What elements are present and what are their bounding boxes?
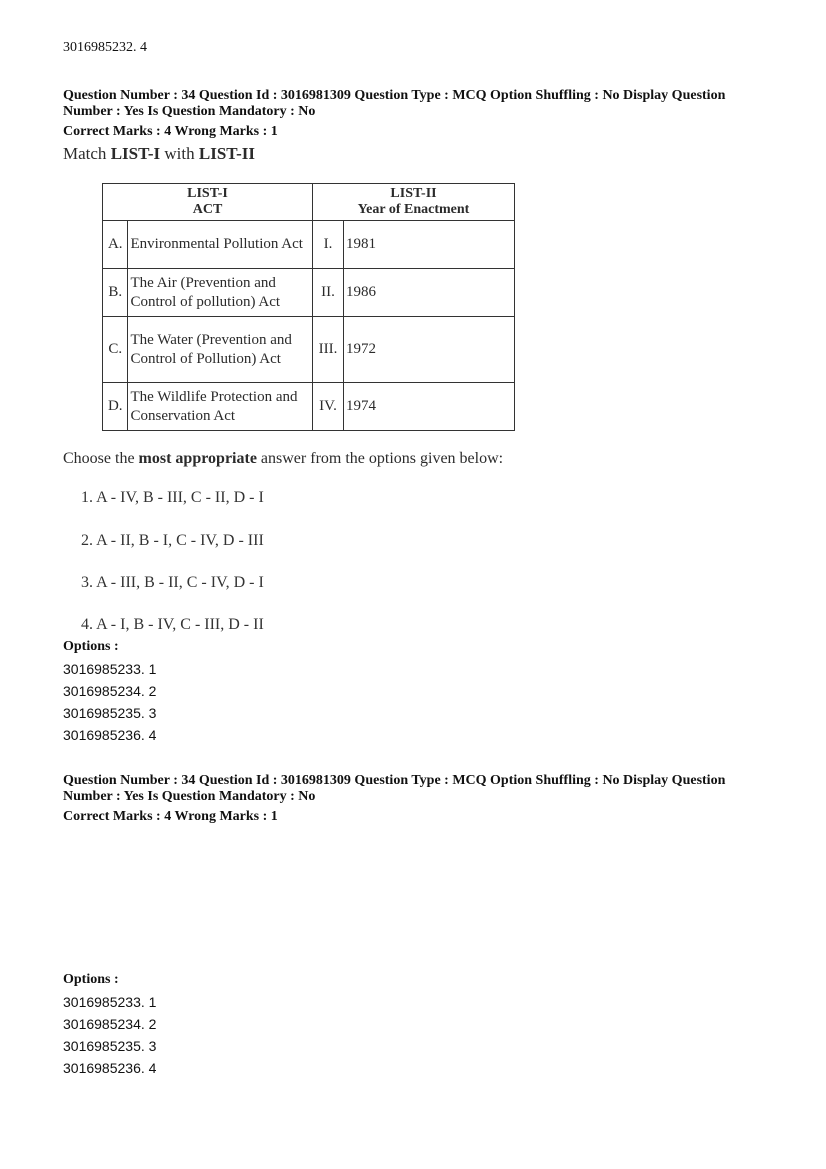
option-id-1: 3016985233. 1 xyxy=(63,994,157,1010)
question-marks: Correct Marks : 4 Wrong Marks : 1 xyxy=(63,809,278,824)
row-letter: C. xyxy=(103,317,128,383)
row-act: The Water (Prevention and Control of Pollution) Act xyxy=(128,317,313,383)
table-row xyxy=(103,383,515,431)
row-act: The Wildlife Protection and Conservation Act xyxy=(128,383,313,431)
row-act: Environmental Pollution Act xyxy=(128,221,313,269)
options-label: Options : xyxy=(63,639,119,654)
row-year: 1986 xyxy=(344,269,515,317)
row-roman: III. xyxy=(313,317,344,383)
row-year: 1972 xyxy=(344,317,515,383)
option-id-2: 3016985234. 2 xyxy=(63,683,157,699)
option-id-3: 3016985235. 3 xyxy=(63,1038,157,1054)
option-id-4: 3016985236. 4 xyxy=(63,727,157,743)
question-meta-repeat xyxy=(63,773,783,825)
answer-choice-1: 1. A - IV, B - III, C - II, D - I xyxy=(81,489,264,506)
match-instruction xyxy=(63,144,255,164)
question-meta xyxy=(63,88,783,140)
answer-choice-3: 3. A - III, B - II, C - IV, D - I xyxy=(81,574,264,591)
answer-choice-2: 2. A - II, B - I, C - IV, D - III xyxy=(81,532,264,549)
match-pre: Match xyxy=(63,144,111,163)
option-id-3: 3016985235. 3 xyxy=(63,705,157,721)
row-year: 1974 xyxy=(344,383,515,431)
answer-choice-4: 4. A - I, B - IV, C - III, D - II xyxy=(81,616,264,633)
table-row xyxy=(103,317,515,383)
row-act: The Air (Prevention and Control of pollution) Act xyxy=(128,269,313,317)
option-id-1: 3016985233. 1 xyxy=(63,661,157,677)
header-list1-title: LIST-I xyxy=(187,186,228,201)
choose-instruction xyxy=(63,450,503,468)
table-row xyxy=(103,221,515,269)
option-id-4: 3016985236. 4 xyxy=(63,1060,157,1076)
question-meta-line1: Question Number : 34 Question Id : 3016981309 Question Type : MCQ Option Shuffling : No Display Question xyxy=(63,773,726,788)
question-marks: Correct Marks : 4 Wrong Marks : 1 xyxy=(63,124,278,139)
question-meta-line1: Question Number : 34 Question Id : 3016981309 Question Type : MCQ Option Shuffling : No Display Question xyxy=(63,88,726,103)
header-list1 xyxy=(103,184,313,221)
match-list1: LIST-I xyxy=(110,144,161,163)
row-letter: B. xyxy=(103,269,128,317)
row-letter: D. xyxy=(103,383,128,431)
question-meta-line2: Number : Yes Is Question Mandatory : No xyxy=(63,789,316,804)
row-year: 1981 xyxy=(344,221,515,269)
row-roman: II. xyxy=(313,269,344,317)
match-table xyxy=(102,183,515,431)
header-list2-title: LIST-II xyxy=(390,186,437,201)
table-row xyxy=(103,269,515,317)
row-letter: A. xyxy=(103,221,128,269)
question-meta-line2: Number : Yes Is Question Mandatory : No xyxy=(63,104,316,119)
choose-pre: Choose the xyxy=(63,450,139,467)
choose-bold: most appropriate xyxy=(138,450,257,467)
row-roman: IV. xyxy=(313,383,344,431)
header-list1-sub: ACT xyxy=(192,202,223,217)
row-roman: I. xyxy=(313,221,344,269)
header-list2 xyxy=(313,184,515,221)
option-id-2: 3016985234. 2 xyxy=(63,1016,157,1032)
match-mid: with xyxy=(160,144,199,163)
options-label-repeat: Options : xyxy=(63,972,119,987)
choose-post: answer from the options given below: xyxy=(256,450,504,467)
header-list2-sub: Year of Enactment xyxy=(357,202,470,217)
page-top-id: 3016985232. 4 xyxy=(63,40,147,55)
match-list2: LIST-II xyxy=(198,144,255,163)
table-header-row xyxy=(103,184,515,221)
